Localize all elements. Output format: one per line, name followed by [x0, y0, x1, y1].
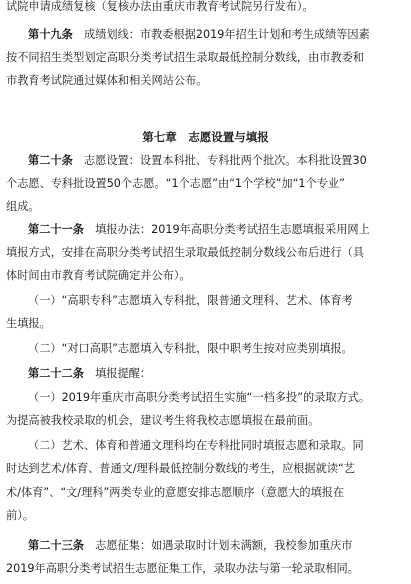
article-22-intro: 填报提醒：	[95, 367, 152, 380]
article-21-item-2: （二）“对口高职”志愿填入专科批，限中职考生按对应类别填报。	[28, 342, 353, 355]
article-22-line-1	[28, 367, 151, 381]
article-20-line-3: 组成。	[6, 200, 40, 213]
article-23-label: 第二十三条	[28, 539, 84, 552]
article-22-label: 第二十二条	[28, 367, 84, 380]
article-21-item-1-line-1: （一）“高职专科”志愿填入专科批，限普通文理科、艺术、体育考	[28, 294, 353, 307]
article-22-item-2-line-4: 前）。	[6, 509, 34, 522]
article-20-line-2: 个志愿、专科批设置50个志愿。“1个志愿”由“1个学校”加“1个专业”	[6, 177, 345, 190]
article-21-line-3: 体时间由市教育考试院确定并公布）。	[6, 269, 191, 282]
article-22-item-2-line-2: 时达到艺术/体育、普通文/理科最低控制分数线的考生，应根据就读“艺	[6, 462, 355, 475]
article-20-text-1: 志愿设置：设置本科批、专科批两个批次。本科批设置30	[83, 154, 367, 167]
article-22-item-2-line-1: （二）艺术、体育和普通文理科均在专科批同时填报志愿和录取。同	[28, 439, 364, 452]
article-19-text-1: 成绩划线：市教委根据2019年招生计划和考生成绩等因素	[83, 28, 370, 41]
article-19-label: 第十九条	[28, 28, 73, 41]
article-20-label: 第二十条	[28, 154, 73, 167]
article-23-line-2: 2019年高职分类考试招生志愿征集工作，录取办法与第一轮录取相同。	[6, 562, 359, 575]
article-19-line-1	[28, 28, 370, 42]
article-22-item-2-line-3: 术/体育”、“文/理科”两类专业的意愿安排志愿顺序（意愿大的填报在	[6, 486, 345, 499]
article-21-line-2: 填报方式，安排在高职分类考试招生录取最低控制分数线公布后进行（具	[6, 246, 365, 259]
article-21-label: 第二十一条	[28, 223, 84, 236]
article-19-line-3: 市教育考试院通过媒体和相关网站公布。	[6, 74, 208, 87]
article-20-line-1	[28, 154, 367, 168]
article-23-text-1: 志愿征集：如遇录取时计划未满额，我校参加重庆市	[95, 539, 353, 552]
article-21-text-1: 填报办法：2019年高职分类考试招生志愿填报采用网上	[95, 223, 370, 236]
article-21-item-1-line-2: 生填报。	[6, 317, 51, 330]
article-22-item-1-line-2: 为提高被我校录取的机会，建议考生将我校志愿填报在最前面。	[6, 414, 320, 427]
article-23-line-1	[28, 539, 352, 553]
article-19-line-2: 按不同招生类型划定高职分类考试招生录取最低控制分数线，由市教委和	[6, 51, 365, 64]
article-18-tail: 试院申请成绩复核（复核办法由重庆市教育考试院另行发布）。	[6, 0, 314, 13]
chapter-7-heading: 第七章 志愿设置与填报	[142, 130, 269, 144]
article-21-line-1	[28, 223, 370, 237]
article-22-item-1-line-1: （一）2019年重庆市高职分类考试招生实施“一档多投”的录取方式。	[28, 391, 371, 404]
